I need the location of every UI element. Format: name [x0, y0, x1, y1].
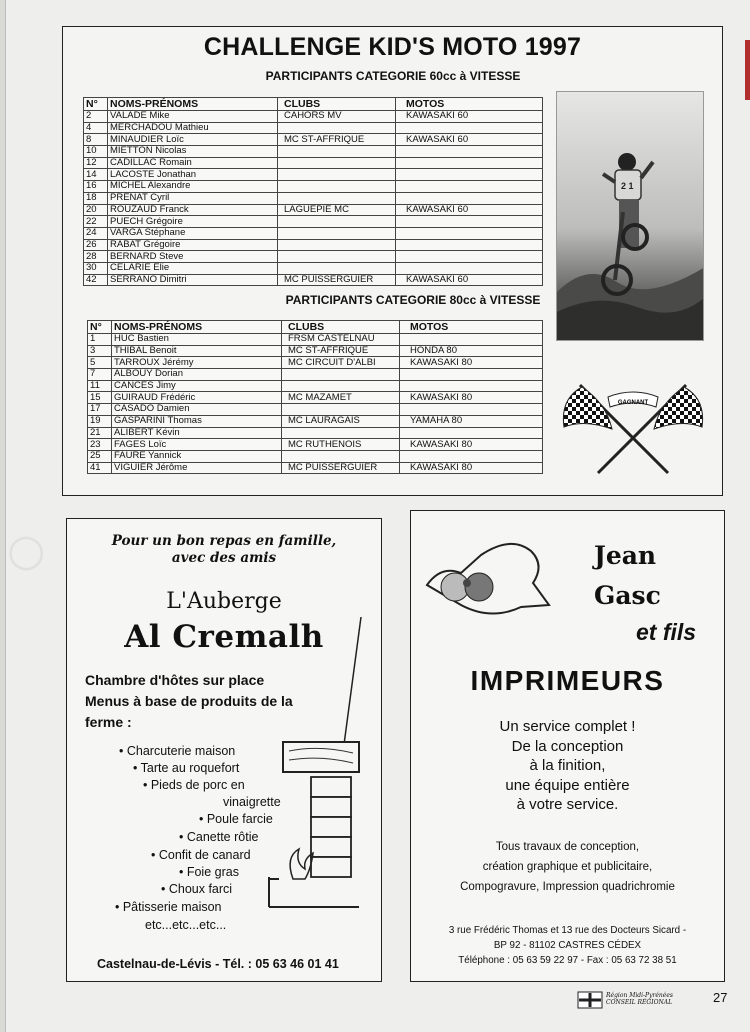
col-num: N° [84, 98, 108, 111]
cell-club [278, 251, 396, 263]
table-row [84, 227, 543, 239]
service-line: à votre service. [516, 796, 619, 813]
cell-num: 14 [84, 169, 108, 181]
table-row [84, 262, 543, 274]
cell-moto: KAWASAKI 80 [400, 462, 543, 474]
ad-name-line2: Al Cremalh [124, 619, 324, 655]
cell-club [278, 262, 396, 274]
cell-num: 7 [88, 369, 112, 381]
menu-item: etc...etc...etc... [145, 918, 227, 932]
service-line: à la finition, [529, 757, 606, 774]
page-edge-mark [745, 40, 750, 100]
table-row [88, 392, 543, 404]
region-label [606, 992, 673, 1006]
cell-club [278, 181, 396, 193]
cell-num: 10 [84, 146, 108, 158]
cell-name: MIETTON Nicolas [108, 146, 278, 158]
cell-moto [396, 192, 543, 204]
ad-auberge [7, 518, 382, 982]
cell-club [278, 169, 396, 181]
cell-num: 17 [88, 404, 112, 416]
cell-club: LAGUEPIE MC [278, 204, 396, 216]
cell-num: 4 [84, 122, 108, 134]
cell-num: 23 [88, 439, 112, 451]
cell-num: 28 [84, 251, 108, 263]
cell-club: MC MAZAMET [282, 392, 400, 404]
table-row [88, 334, 543, 346]
table-row [88, 462, 543, 474]
cell-club [282, 427, 400, 439]
cell-moto: KAWASAKI 80 [400, 439, 543, 451]
table-row [84, 251, 543, 263]
table-row [88, 380, 543, 392]
menu-item: • Confit de canard [151, 848, 251, 862]
cell-name: SERRANO Dimitri [108, 274, 278, 286]
table-row [88, 450, 543, 462]
cell-moto: HONDA 80 [400, 345, 543, 357]
table-row [84, 122, 543, 134]
cell-name: MINAUDIER Loïc [108, 134, 278, 146]
menu-item: • Tarte au roquefort [133, 761, 240, 775]
table-60cc [83, 97, 543, 286]
col-moto: MOTOS [396, 98, 543, 111]
cell-name: HUC Bastien [112, 334, 282, 346]
flag-banner-text: GAGNANT [617, 400, 649, 406]
menu-item: • Choux farci [161, 882, 233, 896]
travaux-line: Tous travaux de conception, [495, 841, 640, 853]
cell-num: 30 [84, 262, 108, 274]
table-row [84, 111, 543, 123]
cell-moto: KAWASAKI 60 [396, 204, 543, 216]
cell-num: 15 [88, 392, 112, 404]
cell-club [278, 216, 396, 228]
menu-item: vinaigrette [223, 795, 281, 809]
address-line: 3 rue Frédéric Thomas et 13 rue des Docteurs Sicard - [448, 925, 687, 936]
cell-num: 25 [88, 450, 112, 462]
cell-moto [400, 380, 543, 392]
table-row [84, 134, 543, 146]
address-line: BP 92 - 81102 CASTRES CÉDEX [493, 940, 642, 951]
col-name: NOMS-PRÉNOMS [108, 98, 278, 111]
motocross-photo [556, 91, 704, 341]
cell-club: MC CIRCUIT D'ALBI [282, 357, 400, 369]
cell-name: CASADO Damien [112, 404, 282, 416]
cell-name: BERNARD Steve [108, 251, 278, 263]
table-60cc-body [84, 111, 543, 286]
cell-name: VARGA Stéphane [108, 227, 278, 239]
table-row [84, 181, 543, 193]
fireplace-drawing [259, 617, 379, 937]
cell-name: VALADE Mike [108, 111, 278, 123]
cell-moto [400, 404, 543, 416]
cell-club: CAHORS MV [278, 111, 396, 123]
table-row [88, 439, 543, 451]
cell-name: CANCES Jimy [112, 380, 282, 392]
region-council: CONSEIL RÉGIONAL [606, 999, 673, 1006]
cell-num: 41 [88, 462, 112, 474]
cell-num: 3 [88, 345, 112, 357]
col-name: NOMS-PRÉNOMS [112, 321, 282, 334]
menu-item: • Pâtisserie maison [115, 900, 222, 914]
participants-panel [62, 26, 723, 496]
cell-num: 5 [88, 357, 112, 369]
table-header-row [88, 321, 543, 334]
cell-name: MICHEL Alexandre [108, 181, 278, 193]
service-line: une équipe entière [505, 776, 630, 794]
cell-name: PUECH Grégoire [108, 216, 278, 228]
cell-num: 1 [88, 334, 112, 346]
address-line: Téléphone : 05 63 59 22 97 - Fax : 05 63 72 38 51 [458, 955, 677, 966]
watermark-logo: ○ [7, 525, 46, 576]
checkered-flags [560, 379, 706, 475]
cell-club: MC PUISSERGUIER [282, 462, 400, 474]
cell-name: LACOSTE Jonathan [108, 169, 278, 181]
service-text [411, 717, 724, 815]
cell-club [278, 239, 396, 251]
service-line: De la conception [511, 737, 624, 755]
company-name-jean: Jean [594, 541, 657, 570]
table-80cc [87, 320, 543, 474]
cell-moto: KAWASAKI 60 [396, 274, 543, 286]
imprimeur-logo [421, 525, 553, 621]
cell-name: TARROUX Jérémy [112, 357, 282, 369]
cell-num: 2 [84, 111, 108, 123]
cell-club [278, 157, 396, 169]
svg-text:2 1: 2 1 [621, 181, 634, 191]
ad-name-line1: L'Auberge [166, 589, 282, 614]
cell-name: RABAT Grégoire [108, 239, 278, 251]
table-row [84, 157, 543, 169]
cell-club [278, 227, 396, 239]
menu-item: • Poule farcie [199, 812, 273, 826]
table-row [84, 274, 543, 286]
cell-num: 12 [84, 157, 108, 169]
table-row [84, 239, 543, 251]
category-60-title: PARTICIPANTS CATEGORIE 60cc à VITESSE [265, 69, 521, 83]
page-number: 27 [713, 990, 728, 1005]
table-row [84, 192, 543, 204]
cell-num: 18 [84, 192, 108, 204]
cell-name: MERCHADOU Mathieu [108, 122, 278, 134]
address-text [411, 923, 724, 968]
cell-club [278, 122, 396, 134]
cell-moto [396, 262, 543, 274]
service-line: Un service complet ! [499, 718, 636, 735]
cell-club: FRSM CASTELNAU [282, 334, 400, 346]
page-title: CHALLENGE KID'S MOTO 1997 [203, 33, 582, 61]
cell-moto [400, 334, 543, 346]
table-row [88, 369, 543, 381]
ad-subtitle: Chambre d'hôtes sur place [85, 672, 265, 688]
cell-name: FAGES Loïc [112, 439, 282, 451]
cell-club: MC ST-AFFRIQUE [282, 345, 400, 357]
menu-item: • Foie gras [179, 865, 239, 879]
travaux-line: création graphique et publicitaire, [482, 861, 653, 873]
cell-moto: KAWASAKI 80 [400, 357, 543, 369]
cell-moto [396, 227, 543, 239]
cell-moto [400, 369, 543, 381]
cell-num: 16 [84, 181, 108, 193]
cell-moto [400, 450, 543, 462]
ad-subtitle2: Menus à base de produits de la ferme : [85, 693, 293, 730]
cell-club [282, 380, 400, 392]
cell-moto: KAWASAKI 60 [396, 111, 543, 123]
menu-item: • Canette rôtie [179, 830, 259, 844]
cell-name: PRENAT Cyril [108, 192, 278, 204]
menu-item: • Pieds de porc en [143, 778, 245, 792]
cell-num: 11 [88, 380, 112, 392]
category-80-title: PARTICIPANTS CATEGORIE 80cc à VITESSE [285, 293, 541, 307]
cell-moto [396, 239, 543, 251]
cell-num: 21 [88, 427, 112, 439]
cell-name: THIBAL Benoit [112, 345, 282, 357]
col-num: N° [88, 321, 112, 334]
cell-club [282, 450, 400, 462]
table-80cc-body [88, 334, 543, 474]
cell-club: MC ST-AFFRIQUE [278, 134, 396, 146]
page-binding-edge [0, 0, 6, 1032]
menu-item: • Charcuterie maison [119, 744, 236, 758]
ad-intro: Pour un bon repas en famille, avec des amis [111, 533, 337, 566]
cell-num: 24 [84, 227, 108, 239]
cell-club [278, 146, 396, 158]
travaux-text [411, 837, 724, 897]
cell-moto [396, 216, 543, 228]
cell-num: 19 [88, 415, 112, 427]
cell-name: ALIBERT Kévin [112, 427, 282, 439]
company-name-fils: et fils [636, 619, 697, 645]
table-row [88, 427, 543, 439]
region-name: Région Midi-Pyrénées [606, 992, 673, 999]
cell-moto [396, 122, 543, 134]
cell-moto [400, 427, 543, 439]
ad-gasc [410, 510, 725, 982]
cell-name: VIGUIER Jérôme [112, 462, 282, 474]
cell-club [282, 369, 400, 381]
cell-moto: YAMAHA 80 [400, 415, 543, 427]
cell-name: CADILLAC Romain [108, 157, 278, 169]
cell-moto [396, 146, 543, 158]
table-row [88, 357, 543, 369]
cell-name: ROUZAUD Franck [108, 204, 278, 216]
cell-moto: KAWASAKI 80 [400, 392, 543, 404]
cell-num: 20 [84, 204, 108, 216]
table-header-row [84, 98, 543, 111]
table-row [84, 204, 543, 216]
cell-moto: KAWASAKI 60 [396, 134, 543, 146]
cell-moto [396, 169, 543, 181]
cell-num: 26 [84, 239, 108, 251]
table-row [84, 216, 543, 228]
company-name-gasc: Gasc [594, 581, 661, 610]
cell-moto [396, 251, 543, 263]
col-moto: MOTOS [400, 321, 543, 334]
cell-name: GASPARINI Thomas [112, 415, 282, 427]
headline: IMPRIMEURS [470, 665, 665, 696]
table-row [84, 169, 543, 181]
region-logo-icon [576, 990, 604, 1010]
cell-num: 22 [84, 216, 108, 228]
col-club: CLUBS [282, 321, 400, 334]
cell-num: 42 [84, 274, 108, 286]
travaux-line: Compogravure, Impression quadrichromie [460, 881, 675, 893]
cell-name: ALBOUY Dorian [112, 369, 282, 381]
cell-moto [396, 157, 543, 169]
table-row [84, 146, 543, 158]
table-row [88, 404, 543, 416]
cell-moto [396, 181, 543, 193]
cell-num: 8 [84, 134, 108, 146]
cell-club [278, 192, 396, 204]
col-club: CLUBS [278, 98, 396, 111]
cell-name: CELARIE Elie [108, 262, 278, 274]
ad-contact: Castelnau-de-Lévis - Tél. : 05 63 46 01 41 [97, 957, 339, 971]
cell-name: FAURE Yannick [112, 450, 282, 462]
table-row [88, 415, 543, 427]
cell-club [282, 404, 400, 416]
cell-club: MC RUTHENOIS [282, 439, 400, 451]
cell-name: GUIRAUD Frédéric [112, 392, 282, 404]
cell-club: MC LAURAGAIS [282, 415, 400, 427]
table-row [88, 345, 543, 357]
cell-club: MC PUISSERGUIER [278, 274, 396, 286]
